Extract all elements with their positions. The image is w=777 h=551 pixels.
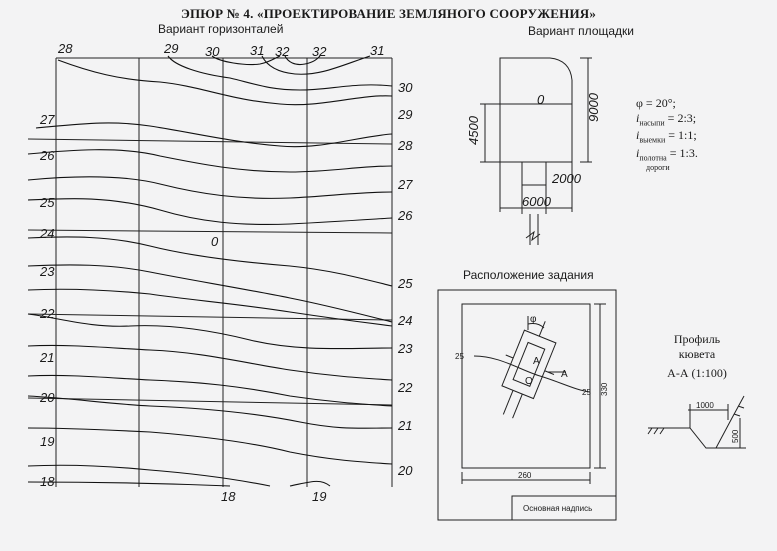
site-center: 0 — [537, 92, 545, 107]
layout-origin: O — [525, 376, 533, 387]
site-variant-caption: Вариант площадки — [528, 24, 634, 38]
layout-task-caption: Расположение задания — [463, 268, 594, 282]
contour-label-right: 28 — [398, 138, 413, 153]
site-dim-width: 6000 — [522, 194, 551, 209]
contour-label-right: 22 — [398, 380, 413, 395]
phi-angle: φ = 20°; — [636, 96, 676, 110]
contour-label-top: 32 — [275, 44, 290, 59]
road-slope: $i_{полотна}$ = 1:3. — [636, 145, 698, 163]
layout-contour-right: 25 — [582, 388, 591, 397]
contour-label-left: 27 — [40, 112, 55, 127]
contour-label-top: 29 — [164, 41, 179, 56]
contour-label-right: 20 — [398, 463, 413, 478]
layout-section-mark2: A — [561, 369, 568, 380]
contour-label-left: 21 — [40, 350, 55, 365]
contour-label-right: 26 — [398, 208, 413, 223]
layout-phi: φ — [530, 314, 537, 325]
contour-label-top: 31 — [250, 43, 265, 58]
fill-slope: $i_{насыпи}$ = 2:3; — [636, 111, 697, 128]
contour-label-right: 29 — [398, 107, 413, 122]
contour-label-left: 18 — [40, 474, 55, 489]
ditch-section-label: А-А (1:100) — [667, 366, 727, 380]
contour-label-left: 23 — [40, 264, 55, 279]
contour-label-right: 27 — [398, 177, 413, 192]
contour-label-top: 32 — [312, 44, 327, 59]
sheet-title: ЭПЮР № 4. «ПРОЕКТИРОВАНИЕ ЗЕМЛЯНОГО СООРУЖЕНИЯ» — [180, 6, 597, 21]
road-slope-sub2: дороги — [646, 163, 670, 173]
site-dim-height-lower: 4500 — [466, 116, 481, 145]
contour-label-left: 25 — [40, 195, 55, 210]
contour-label-right: 25 — [398, 276, 413, 291]
center-point-label: 0 — [211, 234, 219, 249]
ditch-dim-width: 1000 — [696, 401, 714, 410]
contour-label-top: 28 — [58, 41, 73, 56]
contour-label-right: 30 — [398, 80, 413, 95]
title-block-label: Основная надпись — [523, 504, 593, 513]
site-dim-height: 9000 — [586, 93, 601, 122]
layout-dim-height: 330 — [600, 382, 609, 396]
contour-label-left: 24 — [40, 226, 55, 241]
contour-plan-caption: Вариант горизонталей — [158, 22, 284, 36]
contour-label-left: 20 — [40, 390, 55, 405]
contour-label-right: 21 — [398, 418, 413, 433]
ditch-profile-title: Профиль кювета — [673, 332, 721, 361]
contour-label-top: 31 — [370, 43, 385, 58]
contour-label-left: 19 — [40, 434, 55, 449]
layout-contour-left: 25 — [455, 352, 464, 361]
contour-label-bottom: 18 — [221, 489, 236, 504]
contour-label-left: 26 — [40, 148, 55, 163]
cut-slope: $i_{выемки}$ = 1:1; — [636, 128, 697, 145]
contour-label-left: 22 — [40, 306, 55, 321]
contour-label-top: 30 — [205, 44, 220, 59]
layout-dim-width: 260 — [518, 471, 532, 480]
contour-label-right: 24 — [398, 313, 413, 328]
contour-label-bottom: 19 — [312, 489, 327, 504]
contour-label-right: 23 — [398, 341, 413, 356]
site-dim-width-small: 2000 — [552, 171, 581, 186]
ditch-dim-depth: 500 — [731, 429, 740, 443]
layout-section-mark: A — [533, 356, 540, 367]
